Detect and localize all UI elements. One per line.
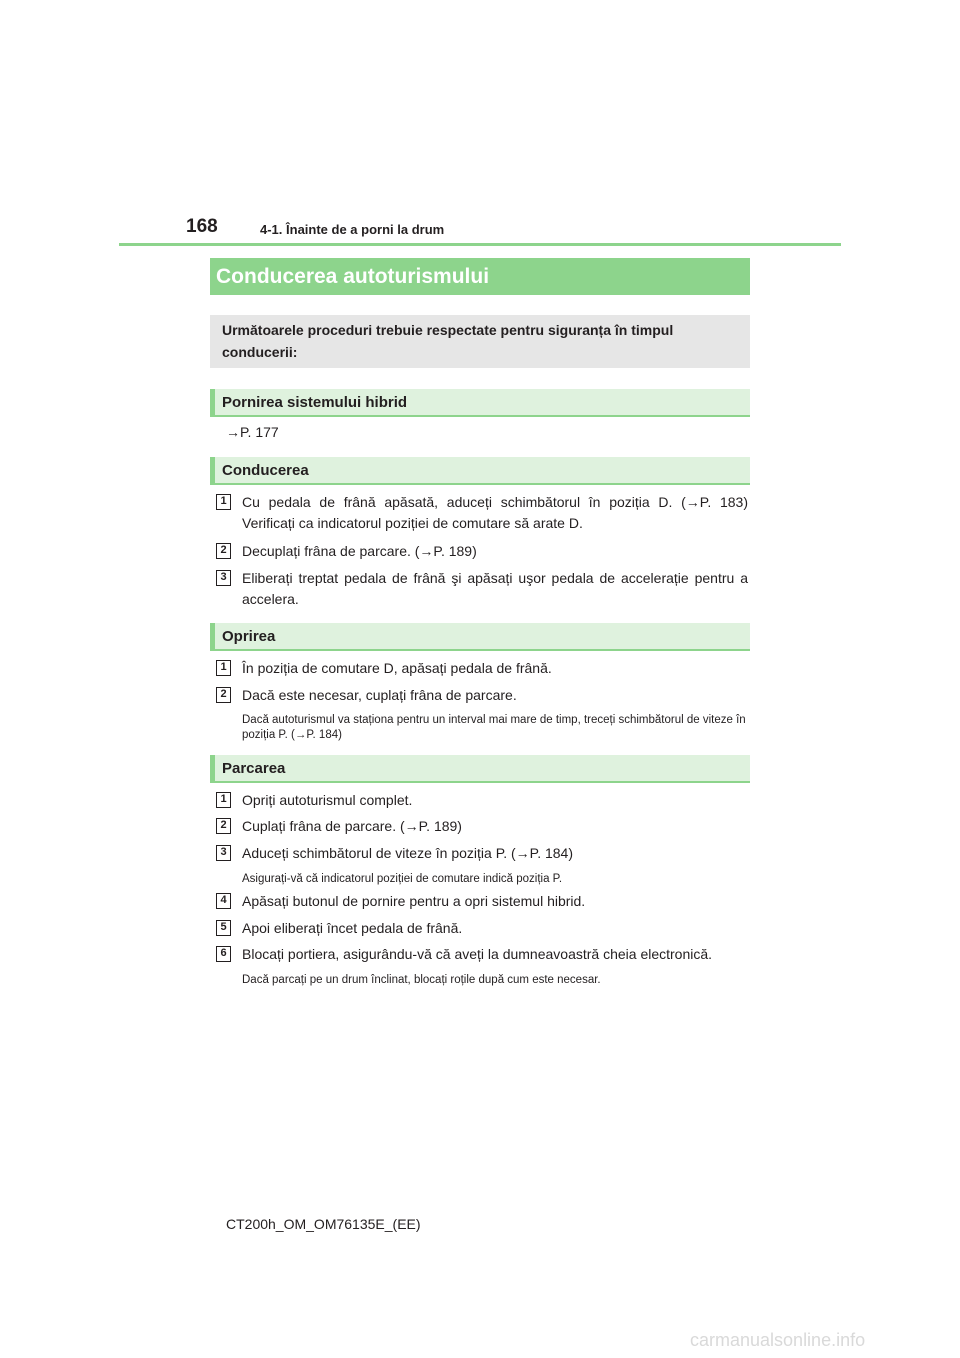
watermark: carmanualsonline.info (690, 1330, 866, 1350)
section-heading-start: Pornirea sistemului hibrid (210, 389, 750, 417)
step-text: Decuplați frâna de parcare. (→P. 189) (242, 543, 477, 559)
section-heading-driving: Conducerea (210, 457, 750, 485)
section-heading-parking: Parcarea (210, 755, 750, 783)
step-text: Dacă este necesar, cuplați frâna de parcare. (242, 687, 517, 703)
step-text: Blocați portiera, asigurându-vă că aveți la dumneavoastră cheia electronică. (242, 946, 713, 962)
step-text: Cuplați frâna de parcare. (→P. 189) (242, 818, 462, 834)
page-reference: →P. 177 (226, 424, 279, 440)
footer-code: CT200h_OM_OM76135E_(EE) (226, 1216, 421, 1232)
step-text: Eliberați treptat pedala de frână şi apăsați uşor pedala de accelerație pentru a accelera. (242, 570, 748, 607)
step-number: 1 (216, 792, 231, 808)
note-text: Asigurați-vă că indicatorul poziției de comutare indică poziția P. (242, 873, 563, 885)
section-heading-stopping: Oprirea (210, 623, 750, 651)
step-text: Apoi eliberați încet pedala de frână. (242, 920, 463, 936)
step-text: În poziția de comutare D, apăsați pedala de frână. (242, 660, 552, 676)
step-text: Apăsați butonul de pornire pentru a opri sistemul hibrid. (242, 893, 586, 909)
step-number: 3 (216, 570, 231, 586)
step-number: 5 (216, 920, 231, 936)
step-number: 4 (216, 893, 231, 909)
step-number: 6 (216, 946, 231, 962)
chapter-title: 4-1. Înainte de a porni la drum (260, 222, 445, 237)
step-number: 1 (216, 494, 231, 510)
step-text: Aduceți schimbătorul de viteze în poziția P. (→P. 184) (242, 845, 573, 861)
step-text: Cu pedala de frână apăsată, aduceți schimbătorul în poziția D. (→P. 183) Verificați ca indicatorul poziției de comutare să arate D. (242, 494, 748, 531)
page-number: 168 (186, 216, 218, 237)
intro-box: Următoarele proceduri trebuie respectate pentru siguranța în timpul conducerii: (210, 315, 750, 368)
step-number: 3 (216, 845, 231, 861)
step-number: 2 (216, 543, 231, 559)
note-text: Dacă parcați pe un drum înclinat, blocați roțile după cum este necesar. (242, 974, 601, 986)
step-number: 2 (216, 687, 231, 703)
header-rule (119, 243, 841, 246)
step-text: Opriți autoturismul complet. (242, 792, 413, 808)
page-title: Conducerea autoturismului (210, 258, 750, 295)
step-number: 2 (216, 818, 231, 834)
note-text: Dacă autoturismul va staționa pentru un interval mai mare de timp, treceți schimbătorul de viteze în poziția P. (→P. 184) (242, 714, 746, 741)
step-number: 1 (216, 660, 231, 676)
